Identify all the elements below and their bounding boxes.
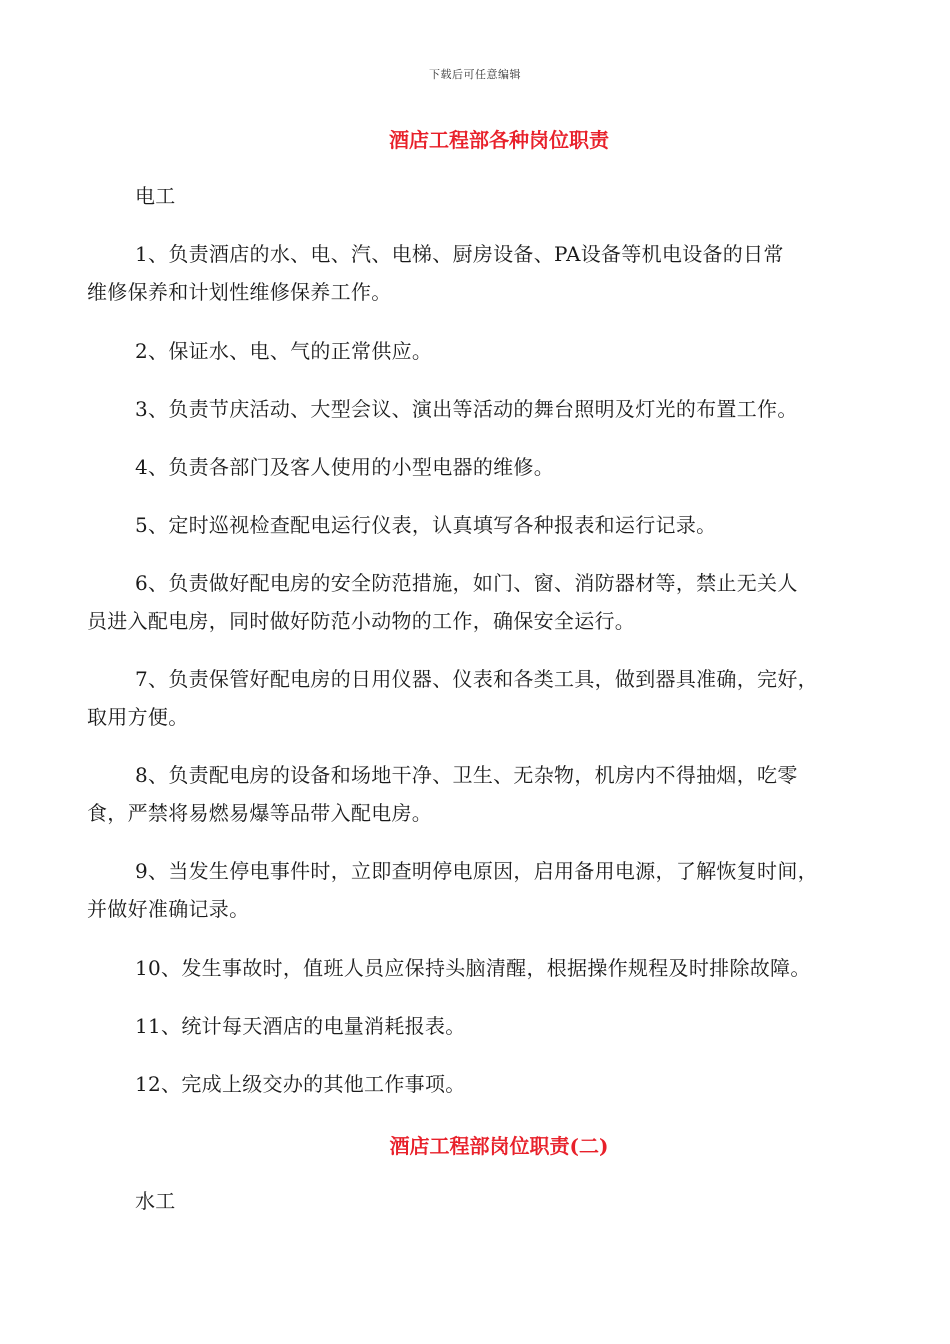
- duty-item-7-line2: 取用方便。: [87, 705, 189, 729]
- duty-item-6-line1: 6、负责做好配电房的安全防范措施，如门、窗、消防器材等，禁止无关人: [135, 571, 798, 595]
- duty-item-6-line2: 员进入配电房，同时做好防范小动物的工作，确保安全运行。: [87, 609, 636, 633]
- duty-item-1-line1: 1、负责酒店的水、电、汽、电梯、厨房设备、PA设备等机电设备的日常: [135, 242, 784, 266]
- duty-item-8-line1: 8、负责配电房的设备和场地干净、卫生、无杂物，机房内不得抽烟，吃零: [135, 763, 798, 787]
- duty-item-1-line2: 维修保养和计划性维修保养工作。: [87, 280, 392, 304]
- duty-item-4: 4、负责各部门及客人使用的小型电器的维修。: [135, 455, 555, 479]
- duty-item-9-line1: 9、当发生停电事件时，立即查明停电原因，启用备用电源，了解恢复时间，: [135, 859, 818, 883]
- duty-item-12: 12、完成上级交办的其他工作事项。: [135, 1072, 466, 1096]
- section-title-2: 酒店工程部岗位职责(二): [389, 1134, 609, 1158]
- document-title: 酒店工程部各种岗位职责: [389, 128, 609, 152]
- duty-item-2: 2、保证水、电、气的正常供应。: [135, 339, 433, 363]
- duty-item-11: 11、统计每天酒店的电量消耗报表。: [135, 1014, 466, 1038]
- section-heading-plumber: 水工: [135, 1189, 176, 1213]
- duty-item-7-line1: 7、负责保管好配电房的日用仪器、仪表和各类工具，做到器具准确，完好，: [135, 667, 818, 691]
- duty-item-10: 10、发生事故时，值班人员应保持头脑清醒，根据操作规程及时排除故障。: [135, 956, 811, 980]
- duty-item-8-line2: 食，严禁将易燃易爆等品带入配电房。: [87, 801, 433, 825]
- duty-item-5: 5、定时巡视检查配电运行仪表，认真填写各种报表和运行记录。: [135, 513, 717, 537]
- duty-item-3: 3、负责节庆活动、大型会议、演出等活动的舞台照明及灯光的布置工作。: [135, 397, 798, 421]
- section-heading-electrician: 电工: [135, 184, 176, 208]
- duty-item-9-line2: 并做好准确记录。: [87, 897, 250, 921]
- header-note: 下载后可任意编辑: [429, 68, 521, 81]
